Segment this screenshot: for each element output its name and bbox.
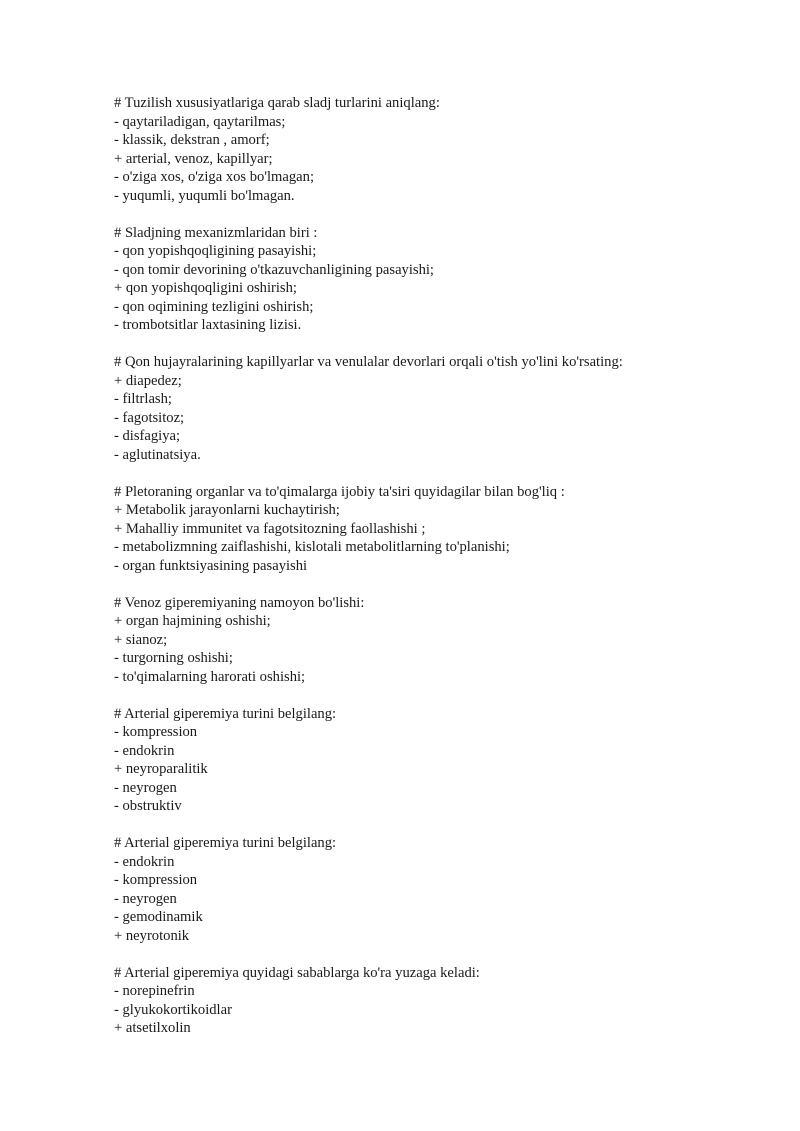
- question-block: [114, 705, 754, 816]
- answer-option: - qon yopishqoqligining pasayishi;: [114, 243, 317, 259]
- question-block: [114, 483, 754, 576]
- answer-option: + organ hajmining oshishi;: [114, 613, 271, 629]
- answer-option: - klassik, dekstran , amorf;: [114, 132, 270, 148]
- answer-option: - endokrin: [114, 742, 175, 759]
- question-title: # Arterial giperemiya turini belgilang:: [114, 835, 337, 851]
- question-block: [114, 964, 754, 1038]
- answer-option: + neyrotonik: [114, 927, 190, 944]
- question-title: # Tuzilish xususiyatlariga qarab sladj turlarini aniqlang:: [114, 95, 440, 111]
- question-block: [114, 594, 754, 687]
- answer-option: + Metabolik jarayonlarni kuchaytirish;: [114, 502, 340, 518]
- answer-option: - kompression: [114, 872, 198, 888]
- answer-option: - qon tomir devorining o'tkazuvchanligining pasayishi;: [114, 261, 434, 278]
- answer-option: - aglutinatsiya.: [114, 446, 201, 463]
- answer-option: + atsetilxolin: [114, 1020, 191, 1036]
- answer-option: - disfagiya;: [114, 428, 181, 444]
- answer-option: - obstruktiv: [114, 798, 182, 814]
- question-title: # Arterial giperemiya turini belgilang:: [114, 705, 337, 722]
- answer-option: - qon oqimining tezligini oshirish;: [114, 298, 314, 315]
- answer-option: - endokrin: [114, 853, 175, 870]
- question-title: # Qon hujayralarining kapillyarlar va venulalar devorlari orqali o'tish yo'lini ko'rsating:: [114, 354, 623, 370]
- answer-option: - gemodinamik: [114, 909, 203, 925]
- question-title: # Arterial giperemiya quyidagi sabablarga ko'ra yuzaga keladi:: [114, 964, 480, 981]
- answer-option: - qaytariladigan, qaytarilmas;: [114, 113, 286, 130]
- answer-option: + sianoz;: [114, 631, 168, 648]
- answer-option: + Mahalliy immunitet va fagotsitozning faollashishi ;: [114, 520, 426, 537]
- question-block: [114, 834, 754, 945]
- question-title: # Pletoraning organlar va to'qimalarga ijobiy ta'siri quyidagilar bilan bog'liq :: [114, 483, 565, 500]
- document-page: [114, 94, 754, 1056]
- answer-option: - turgorning oshishi;: [114, 650, 233, 666]
- answer-option: + arterial, venoz, kapillyar;: [114, 150, 273, 167]
- answer-option: - neyrogen: [114, 779, 177, 796]
- answer-option: - fagotsitoz;: [114, 409, 185, 426]
- answer-option: + neyroparalitik: [114, 761, 208, 777]
- answer-option: - kompression: [114, 724, 198, 740]
- question-title: # Venoz giperemiyaning namoyon bo'lishi:: [114, 594, 365, 611]
- answer-option: - norepinefrin: [114, 983, 195, 999]
- answer-option: - organ funktsiyasining pasayishi: [114, 557, 308, 574]
- answer-option: - trombotsitlar laxtasining lizisi.: [114, 317, 302, 333]
- answer-option: - o'ziga xos, o'ziga xos bo'lmagan;: [114, 169, 314, 185]
- answer-option: + diapedez;: [114, 372, 182, 389]
- question-block: [114, 353, 754, 464]
- answer-option: - to'qimalarning harorati oshishi;: [114, 668, 306, 685]
- question-block: [114, 94, 754, 205]
- answer-option: + qon yopishqoqligini oshirish;: [114, 280, 297, 296]
- question-title: # Sladjning mexanizmlaridan biri :: [114, 224, 318, 241]
- answer-option: - neyrogen: [114, 890, 177, 907]
- answer-option: - metabolizmning zaiflashishi, kislotali metabolitlarning to'planishi;: [114, 539, 510, 555]
- question-block: [114, 224, 754, 335]
- answer-option: - yuqumli, yuqumli bo'lmagan.: [114, 187, 295, 204]
- answer-option: - filtrlash;: [114, 391, 172, 407]
- answer-option: - glyukokortikoidlar: [114, 1001, 232, 1018]
